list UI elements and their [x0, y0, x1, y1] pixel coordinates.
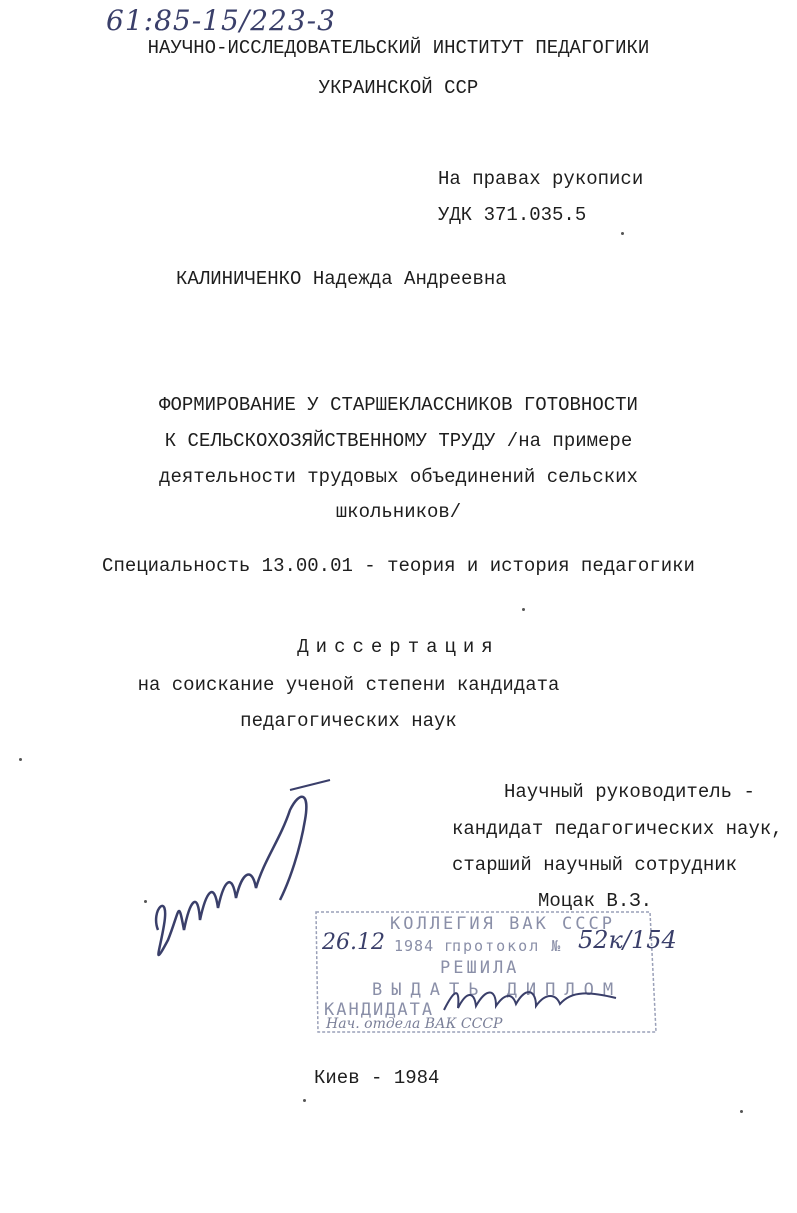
supervisor-position: старший научный сотрудник: [452, 854, 738, 876]
manuscript-rights: На правах рукописи: [438, 168, 644, 190]
stamp-decided: РЕШИЛА: [440, 958, 520, 978]
republic-name: УКРАИНСКОЙ ССР: [318, 77, 479, 99]
paper-speck: [19, 758, 22, 761]
degree-line-1: на соискание ученой степени кандидата: [137, 674, 560, 696]
title-line-2: К СЕЛЬСКОХОЗЯЙСТВЕННОМУ ТРУДУ /на примере: [164, 430, 633, 452]
supervisor-role: Научный руководитель -: [504, 781, 755, 803]
stamp-candidate: КАНДИДАТА: [324, 1000, 435, 1020]
stamp-issue-diploma: ВЫДАТЬ ДИПЛОМ: [372, 980, 623, 1000]
supervisor-name: Моцак В.З.: [538, 890, 653, 912]
stamp-official-signature: [440, 980, 630, 1020]
degree-line-2: педагогических наук: [240, 710, 457, 732]
specialty: Специальность 13.00.01 - теория и история педагогики: [102, 555, 695, 577]
dissertation-heading: Диссертация: [297, 636, 500, 658]
paper-speck: [522, 608, 525, 611]
stamp-collegium: КОЛЛЕГИЯ ВАК СССР: [390, 914, 615, 934]
udc-code: УДК 371.035.5: [438, 204, 587, 226]
author-signature: [140, 780, 340, 980]
supervisor-degree: кандидат педагогических наук,: [452, 818, 783, 840]
title-line-1: ФОРМИРОВАНИЕ У СТАРШЕКЛАССНИКОВ ГОТОВНОСТИ: [159, 394, 638, 416]
stamp-signature-caption: Нач. отдела ВАК СССР: [326, 1016, 503, 1032]
stamp-year: 1984 г.: [394, 937, 465, 955]
paper-speck: [144, 900, 147, 903]
stamp-date: 26.12: [322, 930, 385, 955]
archive-number: 61:85-15/223-3: [106, 4, 336, 37]
title-line-4: школьников/: [335, 501, 462, 523]
institute-name: НАУЧНО-ИССЛЕДОВАТЕЛЬСКИЙ ИНСТИТУТ ПЕДАГОГИКИ: [147, 37, 650, 59]
author-name: КАЛИНИЧЕНКО Надежда Андреевна: [176, 268, 507, 290]
paper-speck: [621, 232, 624, 235]
paper-speck: [740, 1110, 743, 1113]
paper-speck: [303, 1099, 306, 1102]
stamp-protocol: протокол №: [452, 937, 563, 955]
stamp-protocol-number: 52к/154: [578, 926, 677, 954]
title-line-3: деятельности трудовых объединений сельских: [159, 466, 638, 488]
city-year: Киев - 1984: [314, 1067, 440, 1089]
